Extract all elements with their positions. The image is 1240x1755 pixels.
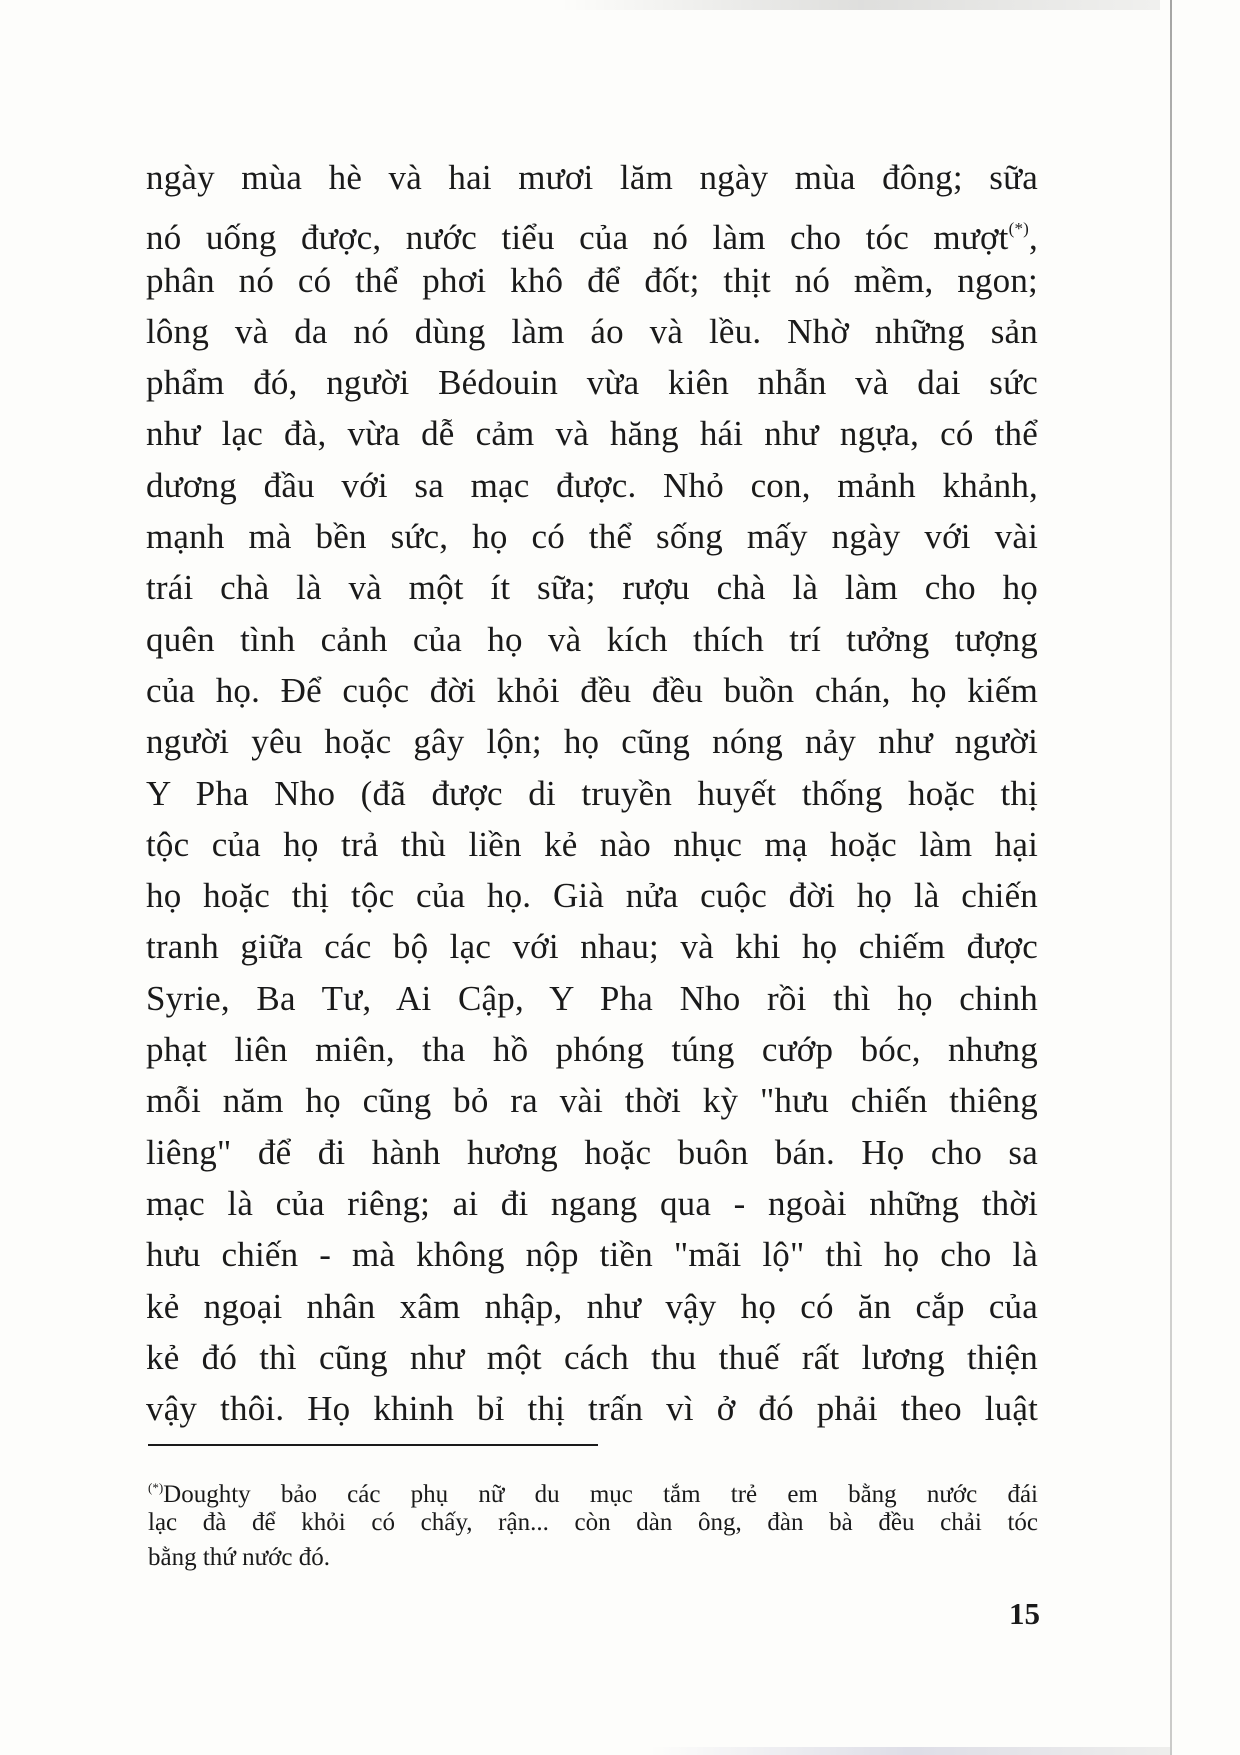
body-line-13: Y Pha Nho (đã được di truyền huyết thống hoặc thị (146, 773, 1038, 813)
footnote-line-2: lạc đà để khỏi có chấy, rận... còn dàn ông, đàn bà đều chải tóc (148, 1509, 1038, 1536)
scan-artifact-right-edge (1170, 0, 1172, 1755)
body-line-2-text: nó uống được, nước tiểu của nó làm cho tóc mượt (146, 218, 1009, 258)
body-line-14: tộc của họ trả thù liền kẻ nào nhục mạ hoặc làm hại (146, 824, 1038, 864)
body-line-15: họ hoặc thị tộc của họ. Già nửa cuộc đời họ là chiến (146, 876, 1038, 916)
footnote-line-3: bằng thứ nước đó. (148, 1544, 330, 1571)
footnote-divider (148, 1444, 598, 1446)
body-line-18: phạt liên miên, tha hồ phóng túng cướp bóc, nhưng (146, 1030, 1038, 1070)
footnote-line-1-text: Doughty bảo các phụ nữ du mục tắm trẻ em bằng nước đái (163, 1481, 1038, 1508)
body-line-16: tranh giữa các bộ lạc với nhau; và khi họ chiếm được (146, 927, 1038, 967)
footnote-marker: (*) (148, 1480, 164, 1495)
body-line-11: của họ. Để cuộc đời khỏi đều đều buồn chán, họ kiếm (146, 670, 1038, 710)
body-line-23: kẻ ngoại nhân xâm nhập, như vậy họ có ăn cắp của (146, 1286, 1038, 1326)
body-line-21: mạc là của riêng; ai đi ngang qua - ngoài những thời (146, 1183, 1038, 1223)
body-line-22: hưu chiến - mà không nộp tiền "mãi lộ" thì họ cho là (146, 1235, 1038, 1275)
body-line-6: như lạc đà, vừa dễ cảm và hăng hái như ngựa, có thể (146, 414, 1038, 454)
body-line-25: vậy thôi. Họ khinh bỉ thị trấn vì ở đó phải theo luật (146, 1389, 1038, 1429)
footnote-reference-marker: (*) (1008, 219, 1030, 239)
page-number: 15 (1009, 1596, 1040, 1631)
body-line-17: Syrie, Ba Tư, Ai Cập, Y Pha Nho rồi thì họ chinh (146, 978, 1038, 1018)
body-line-9: trái chà là và một ít sữa; rượu chà là làm cho họ (146, 568, 1038, 608)
body-line-8: mạnh mà bền sức, họ có thể sống mấy ngày với vài (146, 517, 1038, 557)
body-text (146, 152, 1038, 1434)
body-line-19: mỗi năm họ cũng bỏ ra vài thời kỳ "hưu chiến thiêng (146, 1081, 1038, 1121)
footnote-line-1 (148, 1470, 1038, 1508)
scan-artifact-top (560, 0, 1160, 10)
body-line-10: quên tình cảnh của họ và kích thích trí tưởng tượng (146, 619, 1038, 659)
body-line-1: ngày mùa hè và hai mươi lăm ngày mùa đông; sữa (146, 158, 1038, 197)
body-line-20: liêng" để đi hành hương hoặc buôn bán. Họ cho sa (146, 1132, 1038, 1172)
body-line-12: người yêu hoặc gây lộn; họ cũng nóng nảy như người (146, 722, 1038, 762)
body-line-24: kẻ đó thì cũng như một cách thu thuế rất lương thiện (146, 1337, 1038, 1377)
body-line-5: phẩm đó, người Bédouin vừa kiên nhẫn và dai sức (146, 363, 1038, 403)
body-line-2 (146, 203, 1038, 258)
footnote (148, 1470, 1038, 1575)
body-line-2-comma: , (1029, 218, 1038, 258)
body-line-3: phân nó có thể phơi khô để đốt; thịt nó mềm, ngon; (146, 260, 1038, 300)
body-line-7: dương đầu với sa mạc được. Nhỏ con, mảnh khảnh, (146, 465, 1038, 505)
scan-artifact-bottom (650, 1747, 1170, 1755)
body-line-4: lông và da nó dùng làm áo và lều. Nhờ những sản (146, 311, 1038, 351)
